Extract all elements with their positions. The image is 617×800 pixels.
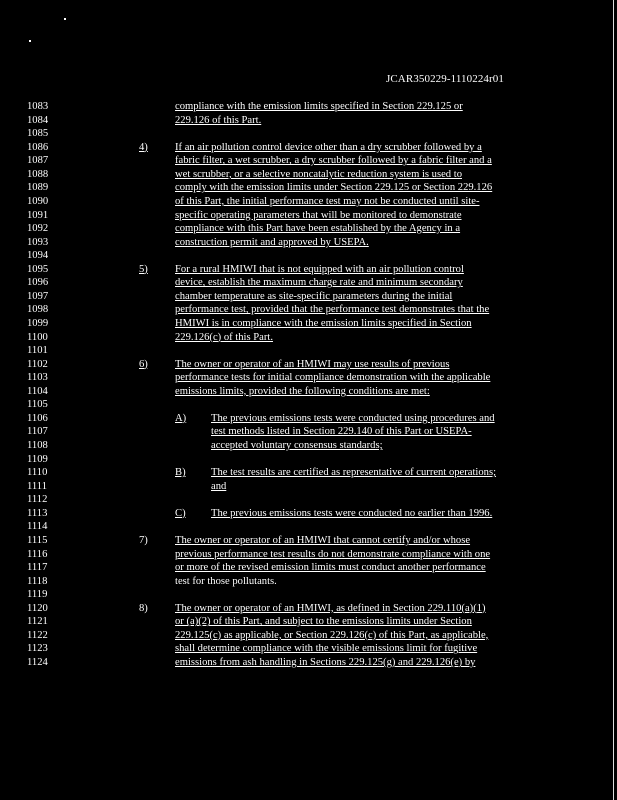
line-number: 1099: [27, 318, 49, 329]
line-number: 1109: [27, 453, 48, 465]
document-line: [0, 168, 617, 181]
line-text: The previous emissions tests were conducted no earlier than 1996.: [211, 507, 493, 519]
document-line: [0, 425, 617, 438]
line-text: emissions limits, provided the following conditions are met:: [175, 385, 430, 397]
document-line: [0, 371, 617, 384]
document-line: [0, 263, 617, 276]
line-text: performance test, provided that the performance test demonstrates that the: [175, 304, 490, 316]
document-line: [0, 249, 617, 262]
document-line: [0, 588, 617, 601]
line-number: 1091: [27, 209, 49, 221]
line-text: If an air pollution control device other than a dry scrubber followed by a: [175, 141, 482, 153]
document-line: [0, 100, 617, 113]
document-line: [0, 534, 617, 547]
list-marker: 4): [139, 141, 148, 153]
document-line: [0, 561, 617, 574]
document-line: [0, 358, 617, 371]
line-text: 229.126(c) of this Part.: [175, 331, 273, 343]
line-number: 1090: [27, 195, 49, 207]
line-text: 229.125(c) as applicable, or Section 229.126(c) of this Part, as applicable,: [175, 629, 489, 641]
line-number: 1122: [27, 629, 48, 641]
document-line: [0, 181, 617, 194]
line-number: 1124: [27, 657, 48, 668]
line-number: 1097: [27, 290, 49, 302]
document-line: [0, 385, 617, 398]
document-line: [0, 290, 617, 303]
line-number: 1119: [27, 589, 48, 601]
document-line: [0, 412, 617, 425]
document-line: [0, 439, 617, 452]
line-number: 1116: [27, 548, 48, 560]
document-line: [0, 466, 617, 479]
list-marker: 7): [139, 534, 148, 546]
scan-speck: [64, 18, 66, 20]
line-text: accepted voluntary consensus standards;: [211, 440, 383, 451]
document-line: [0, 331, 617, 344]
line-number: 1114: [27, 521, 48, 533]
document-line: [0, 114, 617, 127]
page-edge: [613, 0, 617, 800]
line-number: 1107: [27, 426, 48, 438]
line-number: 1113: [27, 507, 48, 519]
line-text: The test results are certified as representative of current operations;: [211, 467, 497, 479]
line-text: For a rural HMIWI that is not equipped with an air pollution control: [175, 263, 464, 275]
line-number: 1101: [27, 345, 48, 357]
document-line: [0, 303, 617, 316]
document-line: [0, 629, 617, 642]
line-text: wet scrubber, or a selective noncatalytic reduction system is used to: [175, 168, 462, 180]
line-number: 1087: [27, 155, 49, 167]
line-number: 1103: [27, 372, 48, 384]
line-number: 1089: [27, 182, 49, 194]
document-line: [0, 317, 617, 330]
line-number: 1088: [27, 168, 49, 180]
line-number: 1104: [27, 385, 48, 397]
line-number: 1120: [27, 602, 48, 614]
line-number: 1118: [27, 575, 48, 587]
line-text: and: [211, 480, 227, 492]
list-marker: 8): [139, 602, 148, 614]
document-line: [0, 602, 617, 615]
line-number: 1084: [27, 114, 49, 126]
document-line: [0, 195, 617, 208]
line-number: 1085: [27, 128, 49, 140]
line-number: 1117: [27, 562, 48, 573]
line-text: The owner or operator of an HMIWI, as defined in Section 229.110(a)(1): [175, 602, 486, 614]
line-number: 1096: [27, 277, 49, 289]
list-marker: A): [175, 412, 187, 424]
list-marker: B): [175, 467, 186, 479]
document-line: [0, 236, 617, 249]
line-number: 1108: [27, 440, 48, 451]
line-text: The owner or operator of an HMIWI that cannot certify and/or whose: [175, 534, 471, 546]
document-line: [0, 453, 617, 466]
list-marker: C): [175, 507, 186, 519]
line-text: HMIWI is in compliance with the emission limits specified in Section: [175, 318, 472, 329]
document-line: [0, 344, 617, 357]
line-number: 1121: [27, 616, 48, 628]
line-number: 1083: [27, 101, 49, 112]
line-number: 1092: [27, 223, 49, 234]
line-text: test methods listed in Section 229.140 of this Part or USEPA-: [211, 426, 472, 438]
document-line: [0, 209, 617, 222]
document-line: [0, 575, 617, 588]
line-text: The owner or operator of an HMIWI may use results of previous: [175, 358, 450, 370]
line-text: specific operating parameters that will be monitored to demonstrate: [175, 209, 462, 221]
line-number: 1110: [27, 467, 48, 479]
document-line: [0, 507, 617, 520]
document-line: [0, 548, 617, 561]
document-line: [0, 276, 617, 289]
document-id: JCAR350229-1110224r01: [385, 73, 504, 85]
line-text: previous performance test results do not demonstrate compliance with one: [175, 548, 491, 560]
line-number: 1115: [27, 534, 48, 546]
line-number: 1098: [27, 304, 49, 316]
document-line: [0, 398, 617, 411]
line-text: emissions from ash handling in Sections 229.125(g) and 229.126(e) by: [175, 657, 476, 668]
document-line: [0, 615, 617, 628]
line-text: The previous emissions tests were conducted using procedures and: [211, 412, 495, 424]
line-text: comply with the emission limits under Section 229.125 or Section 229.126: [175, 182, 493, 194]
document-line: [0, 520, 617, 533]
line-number: 1102: [27, 358, 48, 370]
document-line: [0, 480, 617, 493]
line-number: 1106: [27, 412, 48, 424]
line-number: 1112: [27, 494, 48, 506]
document-line: [0, 154, 617, 167]
line-number: 1105: [27, 399, 48, 411]
line-text: compliance with this Part have been established by the Agency in a: [175, 223, 461, 234]
line-text: fabric filter, a wet scrubber, a dry scrubber followed by a fabric filter and a: [175, 155, 492, 167]
scan-speck: [29, 40, 31, 42]
line-text: shall determine compliance with the visible emissions limit for fugitive: [175, 643, 478, 655]
document-line: [0, 642, 617, 655]
document-line: [0, 141, 617, 154]
line-text: device, establish the maximum charge rate and minimum secondary: [175, 277, 463, 289]
line-text: performance tests for initial compliance demonstration with the applicable: [175, 372, 491, 384]
line-text: of this Part, the initial performance test may not be conducted until site-: [175, 195, 480, 207]
line-text: chamber temperature as site-specific parameters during the initial: [175, 290, 453, 302]
line-number: 1093: [27, 236, 49, 248]
line-text: test for those pollutants.: [175, 575, 277, 587]
line-number: 1100: [27, 331, 48, 343]
document-line: [0, 493, 617, 506]
line-number: 1094: [27, 250, 49, 262]
line-text: compliance with the emission limits specified in Section 229.125 or: [175, 101, 463, 112]
list-marker: 6): [139, 358, 148, 370]
line-number: 1095: [27, 263, 49, 275]
line-number: 1123: [27, 643, 48, 655]
list-marker: 5): [139, 263, 148, 275]
document-line: [0, 222, 617, 235]
line-number: 1086: [27, 141, 49, 153]
document-line: [0, 127, 617, 140]
line-text: construction permit and approved by USEPA.: [175, 236, 369, 248]
line-text: or more of the revised emission limits must conduct another performance: [175, 562, 486, 573]
line-number: 1111: [27, 480, 48, 492]
document-line: [0, 656, 617, 669]
line-text: or (a)(2) of this Part, and subject to the emissions limits under Section: [175, 616, 472, 628]
line-text: 229.126 of this Part.: [175, 114, 262, 126]
